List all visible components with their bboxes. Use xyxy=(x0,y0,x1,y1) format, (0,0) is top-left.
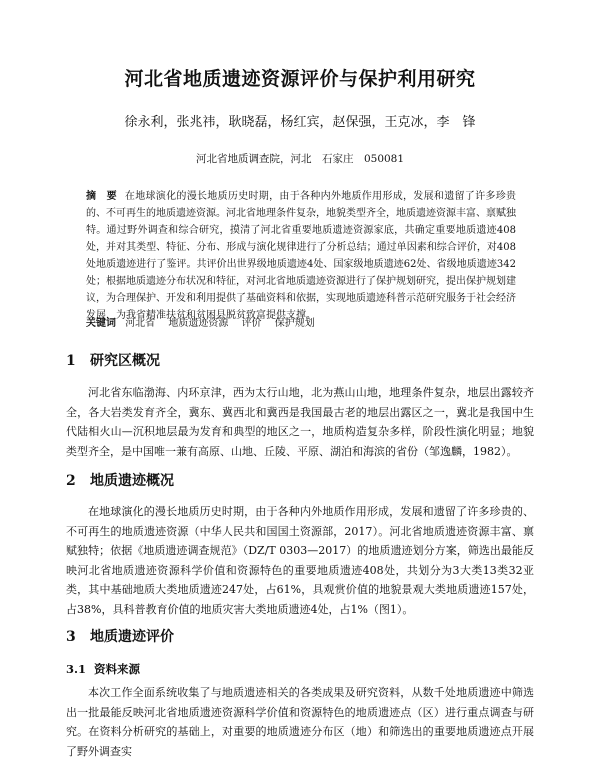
section-title: 地质遗迹评价 xyxy=(90,629,174,645)
paper-authors: 徐永利，张兆祎，耿晓磊，杨红宾，赵保强，王克冰，李 锋 xyxy=(124,115,476,130)
keyword: 保护规划 xyxy=(274,318,315,329)
section-1-paragraph: 河北省东临渤海、内环京津，西为太行山地，北为燕山山地，地理条件复杂，地层出露较齐全，各大岩类发育齐全，冀东、冀西北和冀西是我国最古老的地层出露区之一，冀北是我国中生代陆相火山—沉积地层最为发育和典型的地区之一，地质构造复杂多样，阶段性演化明显；地貌类型齐全，是中国唯一兼有高原、山地、丘陵、平原、湖泊和海滨的省份（邹逸麟，1982）。 xyxy=(66,386,534,458)
section-heading-3 xyxy=(66,626,174,646)
keyword: 评价 xyxy=(241,318,262,329)
paper-affiliation: 河北省地质调查院，河北 石家庄 050081 xyxy=(195,153,405,165)
paper-title: 河北省地质遗迹资源评价与保护利用研究 xyxy=(124,68,476,90)
section-heading-1 xyxy=(66,350,160,370)
subsection-heading-3-1 xyxy=(66,661,140,677)
keywords-label: 关键词 xyxy=(86,318,116,329)
section-number: 2 xyxy=(66,473,76,489)
keyword: 地质遗迹资源 xyxy=(168,318,229,329)
keyword: 河北省 xyxy=(125,318,156,329)
abstract-text: 在地球演化的漫长地质历史时期，由于各种内外地质作用形成，发展和遗留了许多珍贵的、不可再生的地质遗迹资源。河北省地理条件复杂，地貌类型齐全，地质遗迹资源丰富、禀赋独特。通过野外调查和综合研究，摸清了河北省重要地质遗迹资源家底，共确定重要地质遗迹408处，并对其类型、特征、分布、形成与演化规律进行了分析总结；通过单因素和综合评价，对408处地质遗迹进行了鉴评。共评价出世界级地质遗迹4处、国家级地质遗迹62处、省级地质遗迹342处；根据地质遗迹分布状况和特征，对河北省地质遗迹资源进行了保护规划研究，提出保护规划建议，为合理保护、开发和利用提供了基础资料和依据，实现地质遗迹科普示范研究服务于社会经济发展，为我省精准扶贫和贫困县脱贫致富提供支撑。 xyxy=(86,191,517,321)
subsection-number: 3.1 xyxy=(66,662,87,676)
section-number: 1 xyxy=(66,353,76,369)
section-3-1-paragraph: 本次工作全面系统收集了与地质遗迹相关的各类成果及研究资料，从数千处地质遗迹中筛选出一批最能反映河北省地质遗迹资源科学价值和资源特色的地质遗迹点（区）进行重点调查与研究。在资料分析研究的基础上，对重要的地质遗迹分布区（地）和筛选出的重要地质遗迹点开展了野外调查实 xyxy=(66,686,534,758)
abstract xyxy=(86,188,516,324)
keywords xyxy=(86,315,516,332)
section-2-paragraph: 在地球演化的漫长地质历史时期，由于各种内外地质作用形成，发展和遗留了许多珍贵的、不可再生的地质遗迹资源（中华人民共和国国土资源部，2017）。河北省地质遗迹资源丰富、禀赋独特；依据《地质遗迹调查规范》（DZ/T 0303—2017）的地质遗迹划分方案，筛选出最能反映河北省地质遗迹资源科学价值和资源特色的重要地质遗迹408处，共划分为3大类13类32亚类，其中基础地质大类地质遗迹247处，占61%，具观赏价值的地貌景观大类地质遗迹157处，占38%，具科普教育价值的地质灾害大类地质遗迹4处，占1%（图1）。 xyxy=(66,505,534,616)
section-title: 地质遗迹概况 xyxy=(90,473,174,489)
section-title: 研究区概况 xyxy=(90,353,160,369)
section-number: 3 xyxy=(66,629,76,645)
abstract-label: 摘 要 xyxy=(86,191,117,202)
subsection-title: 资料来源 xyxy=(94,662,140,676)
section-heading-2 xyxy=(66,470,174,490)
